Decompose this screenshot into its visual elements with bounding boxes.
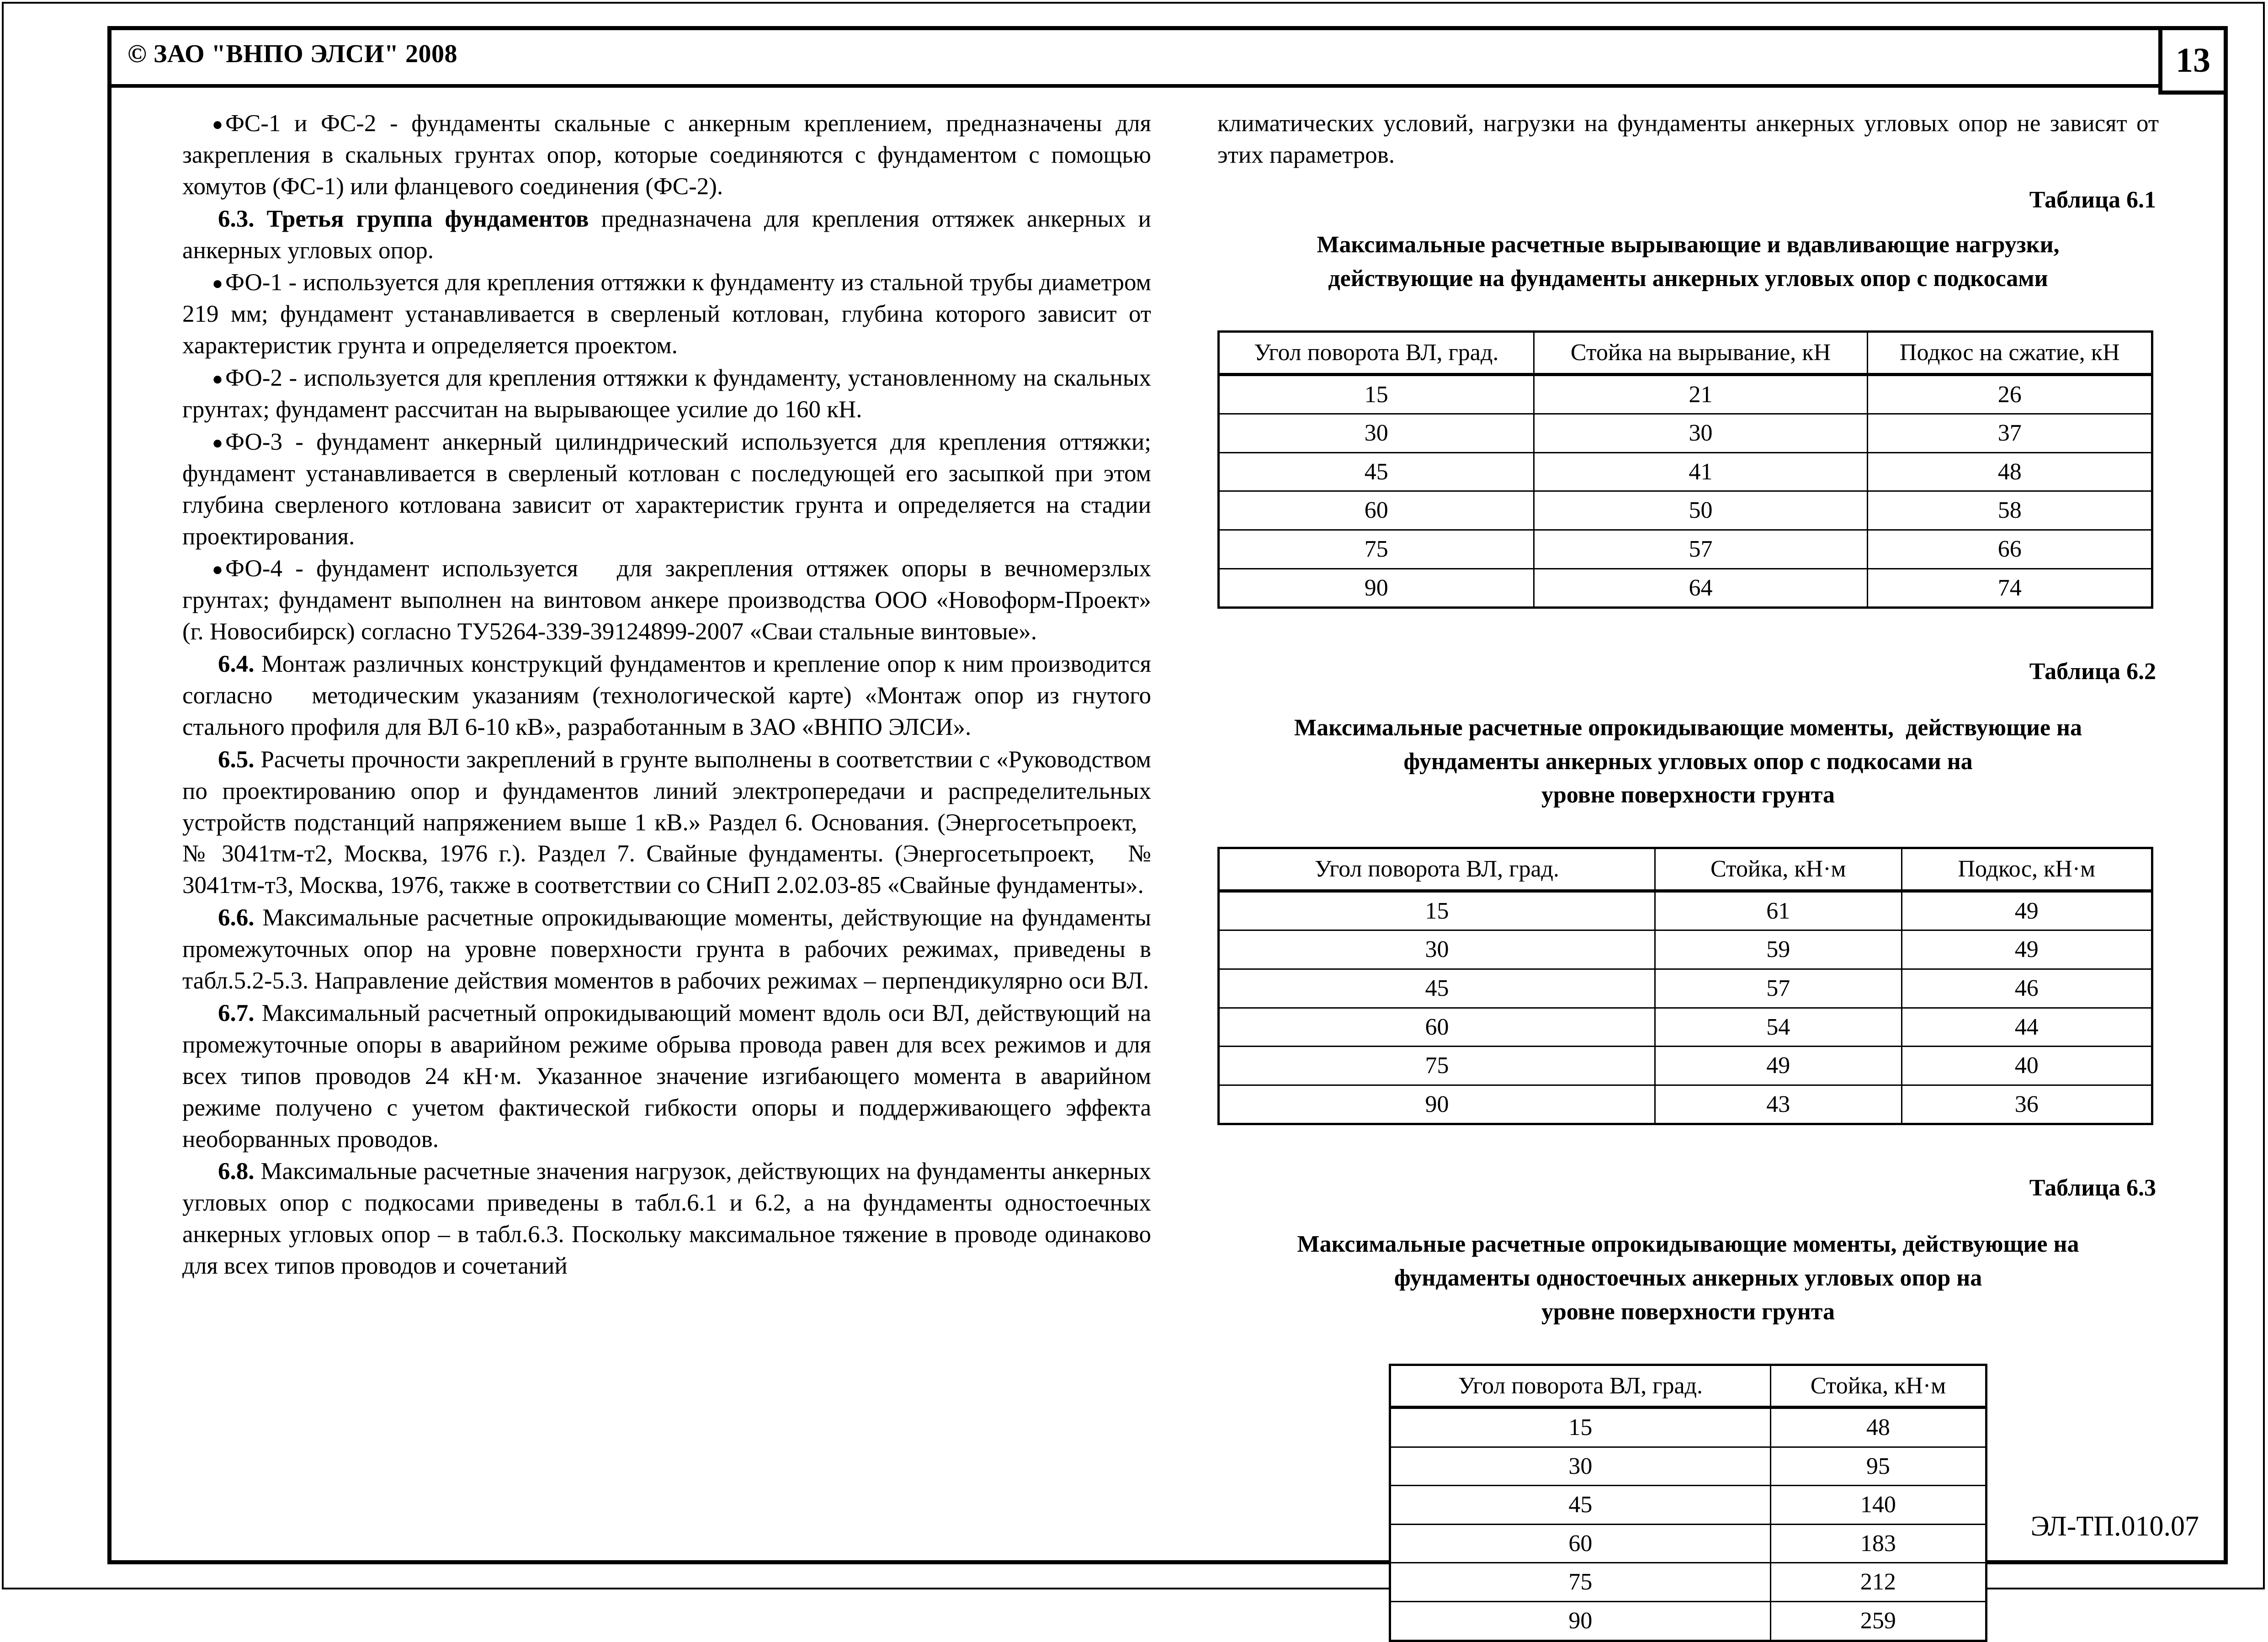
paragraph-clause-6-8 <box>182 1156 1151 1283</box>
table-row <box>1219 414 2152 453</box>
column-header-angle: Угол поворота ВЛ, град. <box>1390 1365 1771 1408</box>
cell-post: 57 <box>1655 969 1902 1008</box>
cell-brace: 74 <box>1868 569 2152 608</box>
cell-angle: 90 <box>1219 569 1534 608</box>
clause-bold-lead: Третья группа фундаментов <box>266 205 589 232</box>
table-caption-6-1 <box>1217 228 2159 296</box>
cell-brace: 58 <box>1868 491 2152 530</box>
bullet-icon: ● <box>212 273 223 294</box>
cell-post: 30 <box>1534 414 1868 453</box>
paragraph-text: ФО-1 - используется для крепления оттяжки к фундаменту из стальной трубы диаметром 219 мм; фундамент устанавливается в сверленый котлован, глубина которого зависит от характеристик грунта и определяется проектом. <box>182 269 1151 359</box>
paragraph-text: ФО-3 - фундамент анкерный цилиндрический используется для крепления оттяжки; фундамент устанавливается в сверленый котлован с последующей его засыпкой при этом глубина сверленого котлована зависит от характеристик грунта и определяется на стадии проектирования. <box>182 428 1151 550</box>
table-caption-6-2 <box>1217 711 2159 812</box>
paragraph-fo-4 <box>182 553 1151 648</box>
clause-number: 6.8. <box>218 1158 255 1185</box>
paragraph-text: Максимальные расчетные опрокидывающие моменты, действующие на фундаменты промежуточных опор на уровне поверхности грунта в рабочих режимах, приведены в табл.5.2-5.3. Направление действия моментов в рабочих режимах – перпендикулярно оси ВЛ. <box>182 904 1152 994</box>
cell-angle: 45 <box>1390 1486 1771 1525</box>
cell-post: 50 <box>1534 491 1868 530</box>
table-row <box>1390 1486 1986 1525</box>
cell-post: 59 <box>1655 930 1902 969</box>
clause-number: 6.6. <box>218 904 255 931</box>
cell-post: 21 <box>1534 374 1868 414</box>
cell-angle: 45 <box>1219 969 1655 1008</box>
cell-angle: 60 <box>1219 491 1534 530</box>
cell-post: 61 <box>1655 891 1902 930</box>
column-header-brace-compression: Подкос на сжатие, кН <box>1868 332 2152 375</box>
cell-brace: 37 <box>1868 414 2152 453</box>
caption-line: Максимальные расчетные опрокидывающие моменты, действующие на <box>1294 714 2082 741</box>
cell-brace: 49 <box>1902 891 2152 930</box>
column-header-brace-moment: Подкос, кН·м <box>1902 848 2152 891</box>
cell-post: 48 <box>1770 1408 1986 1447</box>
clause-number: 6.5. <box>218 746 255 773</box>
left-text-column <box>182 84 1151 1283</box>
paragraph-clause-6-6 <box>182 902 1151 998</box>
drawing-number: ЭЛ-ТП.010.07 <box>2030 1511 2199 1542</box>
cell-angle: 45 <box>1219 452 1534 491</box>
table-row <box>1219 969 2152 1008</box>
cell-angle: 60 <box>1390 1524 1771 1563</box>
cell-post: 57 <box>1534 530 1868 569</box>
page-content <box>112 84 2224 1634</box>
paragraph-text: Монтаж различных конструкций фундаментов и крепление опор к ним производится согласно методическим указаниям (технологической карте) «Монтаж опор из гнутого стального профиля для ВЛ 6-10 кВ», разработанным в ЗАО «ВНПО ЭЛСИ». <box>182 651 1151 740</box>
table-row <box>1390 1524 1986 1563</box>
paragraph-intro-continuation: климатических условий, нагрузки на фундаменты анкерных угловых опор не зависят от этих параметров. <box>1217 110 2159 168</box>
paragraph-text: Максимальные расчетные значения нагрузок, действующих на фундаменты анкерных угловых опор с подкосами приведены в табл.6.1 и 6.2, а на фундаменты одностоечных анкерных угловых опор – в табл.6.3. Поскольку максимальное тяжение в проводе одинаково для всех типов проводов и сочетаний <box>182 1158 1152 1280</box>
paragraph-fs-1-fs-2 <box>182 108 1151 203</box>
cell-brace: 40 <box>1902 1047 2152 1085</box>
table-caption-6-3 <box>1217 1228 2159 1328</box>
table-row <box>1219 1047 2152 1085</box>
cell-post: 49 <box>1655 1047 1902 1085</box>
cell-post: 212 <box>1770 1563 1986 1602</box>
paragraph-text: ФО-2 - используется для крепления оттяжки к фундаменту, установленному на скальных грунтах; фундамент рассчитан на вырывающее усилие до 160 кН. <box>182 365 1151 423</box>
cell-angle: 30 <box>1219 930 1655 969</box>
table-row <box>1219 930 2152 969</box>
cell-post: 259 <box>1770 1602 1986 1641</box>
table-row <box>1219 1008 2152 1047</box>
caption-line: Максимальные расчетные опрокидывающие моменты, действующие на <box>1297 1231 2079 1258</box>
cell-post: 41 <box>1534 452 1868 491</box>
cell-brace: 49 <box>1902 930 2152 969</box>
caption-line: фундаменты одностоечных анкерных угловых опор на <box>1394 1265 1982 1291</box>
paragraph-clause-6-4 <box>182 648 1151 744</box>
paragraph-clause-6-3 <box>182 203 1151 267</box>
table-header-row <box>1219 332 2152 375</box>
table-6-1 <box>1217 330 2153 609</box>
cell-brace: 26 <box>1868 374 2152 414</box>
cell-post: 64 <box>1534 569 1868 608</box>
cell-angle: 75 <box>1219 530 1534 569</box>
table-label-6-3: Таблица 6.3 <box>2029 1175 2156 1201</box>
paragraph-fo-3 <box>182 426 1151 553</box>
table-row <box>1219 452 2152 491</box>
cell-post: 43 <box>1655 1085 1902 1124</box>
cell-angle: 90 <box>1219 1085 1655 1124</box>
page-number: 13 <box>2176 41 2210 80</box>
clause-number: 6.3. <box>218 205 255 232</box>
cell-post: 140 <box>1770 1486 1986 1525</box>
paragraph-clause-6-5 <box>182 744 1151 902</box>
paragraph-text: Расчеты прочности закреплений в грунте выполнены в соответствии с «Руководством по проектированию опор и фундаментов линий электропередачи и распределительных устройств подстанций напряжением выше 1 кВ.» Раздел 6. Основания. (Энергосетьпроект, № 3041тм-т2, Москва, 1976 г.). Раздел 7. Свайные фундаменты. (Энергосетьпроект, № 3041тм-т3, Москва, 1976, также в соответствии со СНиП 2.02.03-85 «Свайные фундаменты». <box>182 746 1151 899</box>
paragraph-text: Максимальный расчетный опрокидывающий момент вдоль оси ВЛ, действующий на промежуточные опоры в аварийном режиме обрыва провода равен для всех режимов и для всех типов проводов 24 кН·м. Указанное значение изгибающего момента в аварийном режиме получено с учетом фактической гибкости опоры и поддерживающего эффекта необорванных проводов. <box>182 999 1151 1153</box>
paragraph-clause-6-7 <box>182 998 1151 1156</box>
cell-angle: 15 <box>1219 891 1655 930</box>
paragraph-fo-1 <box>182 267 1151 362</box>
cell-brace: 36 <box>1902 1085 2152 1124</box>
bullet-icon: ● <box>212 114 223 134</box>
table-header-row <box>1219 848 2152 891</box>
table-header-row <box>1390 1365 1986 1408</box>
cell-brace: 66 <box>1868 530 2152 569</box>
cell-angle: 30 <box>1219 414 1534 453</box>
bullet-icon: ● <box>212 559 223 580</box>
table-row <box>1219 491 2152 530</box>
caption-line: действующие на фундаменты анкерных угловых опор с подкосами <box>1328 266 2048 292</box>
caption-line: фундаменты анкерных угловых опор с подкосами на <box>1403 748 1973 775</box>
cell-post: 95 <box>1770 1447 1986 1486</box>
paragraph-text: предназначена для крепления оттяжек анкерных и анкерных угловых опор. <box>182 205 1152 264</box>
table-row <box>1390 1602 1986 1641</box>
cell-angle: 30 <box>1390 1447 1771 1486</box>
table-row <box>1390 1563 1986 1602</box>
bullet-icon: ● <box>212 368 223 389</box>
table-row <box>1219 530 2152 569</box>
right-text-column <box>1217 84 2159 1642</box>
column-header-angle: Угол поворота ВЛ, град. <box>1219 332 1534 375</box>
cell-brace: 48 <box>1868 452 2152 491</box>
table-6-2 <box>1217 847 2153 1125</box>
table-row <box>1390 1408 1986 1447</box>
column-header-post-moment: Стойка, кН·м <box>1770 1365 1986 1408</box>
cell-post: 183 <box>1770 1524 1986 1563</box>
cell-angle: 90 <box>1390 1602 1771 1641</box>
table-row <box>1219 374 2152 414</box>
caption-line: уровне поверхности грунта <box>1541 1298 1835 1325</box>
paragraph-text: ФО-4 - фундамент используется для закрепления оттяжек опоры в вечномерзлых грунтах; фундамент выполнен на винтовом анкере производства ООО «Новоформ-Проект» (г. Новосибирск) согласно ТУ5264-339-39124899-2007 «Сваи стальные винтовые». <box>182 555 1151 645</box>
copyright-header: © ЗАО "ВНПО ЭЛСИ" 2008 <box>127 40 457 68</box>
table-row <box>1219 1085 2152 1124</box>
clause-number: 6.4. <box>218 651 255 678</box>
cell-angle: 60 <box>1219 1008 1655 1047</box>
table-6-3 <box>1389 1364 1987 1642</box>
column-header-post-pullout: Стойка на вырывание, кН <box>1534 332 1868 375</box>
paragraph-text: ФС-1 и ФС-2 - фундаменты скальные с анкерным креплением, предназначены для закрепления в скальных грунтах опор, которые соединяются с фундаментом с помощью хомутов (ФС-1) или фланцевого соединения (ФС-2). <box>182 110 1151 200</box>
cell-angle: 15 <box>1219 374 1534 414</box>
paragraph-fo-2 <box>182 362 1151 426</box>
table-row <box>1219 569 2152 608</box>
table-row <box>1390 1447 1986 1486</box>
cell-angle: 75 <box>1219 1047 1655 1085</box>
cell-angle: 75 <box>1390 1563 1771 1602</box>
cell-post: 54 <box>1655 1008 1902 1047</box>
column-header-post-moment: Стойка, кН·м <box>1655 848 1902 891</box>
table-row <box>1219 891 2152 930</box>
bullet-icon: ● <box>212 432 223 453</box>
column-header-angle: Угол поворота ВЛ, град. <box>1219 848 1655 891</box>
table-label-6-1: Таблица 6.1 <box>2029 186 2156 213</box>
page-inner-frame <box>107 26 2228 1634</box>
clause-number: 6.7. <box>218 999 255 1026</box>
table-label-6-2: Таблица 6.2 <box>2029 659 2156 685</box>
cell-angle: 15 <box>1390 1408 1771 1447</box>
caption-line: Максимальные расчетные вырывающие и вдавливающие нагрузки, <box>1317 232 2060 258</box>
cell-brace: 44 <box>1902 1008 2152 1047</box>
caption-line: уровне поверхности грунта <box>1541 782 1835 808</box>
cell-brace: 46 <box>1902 969 2152 1008</box>
